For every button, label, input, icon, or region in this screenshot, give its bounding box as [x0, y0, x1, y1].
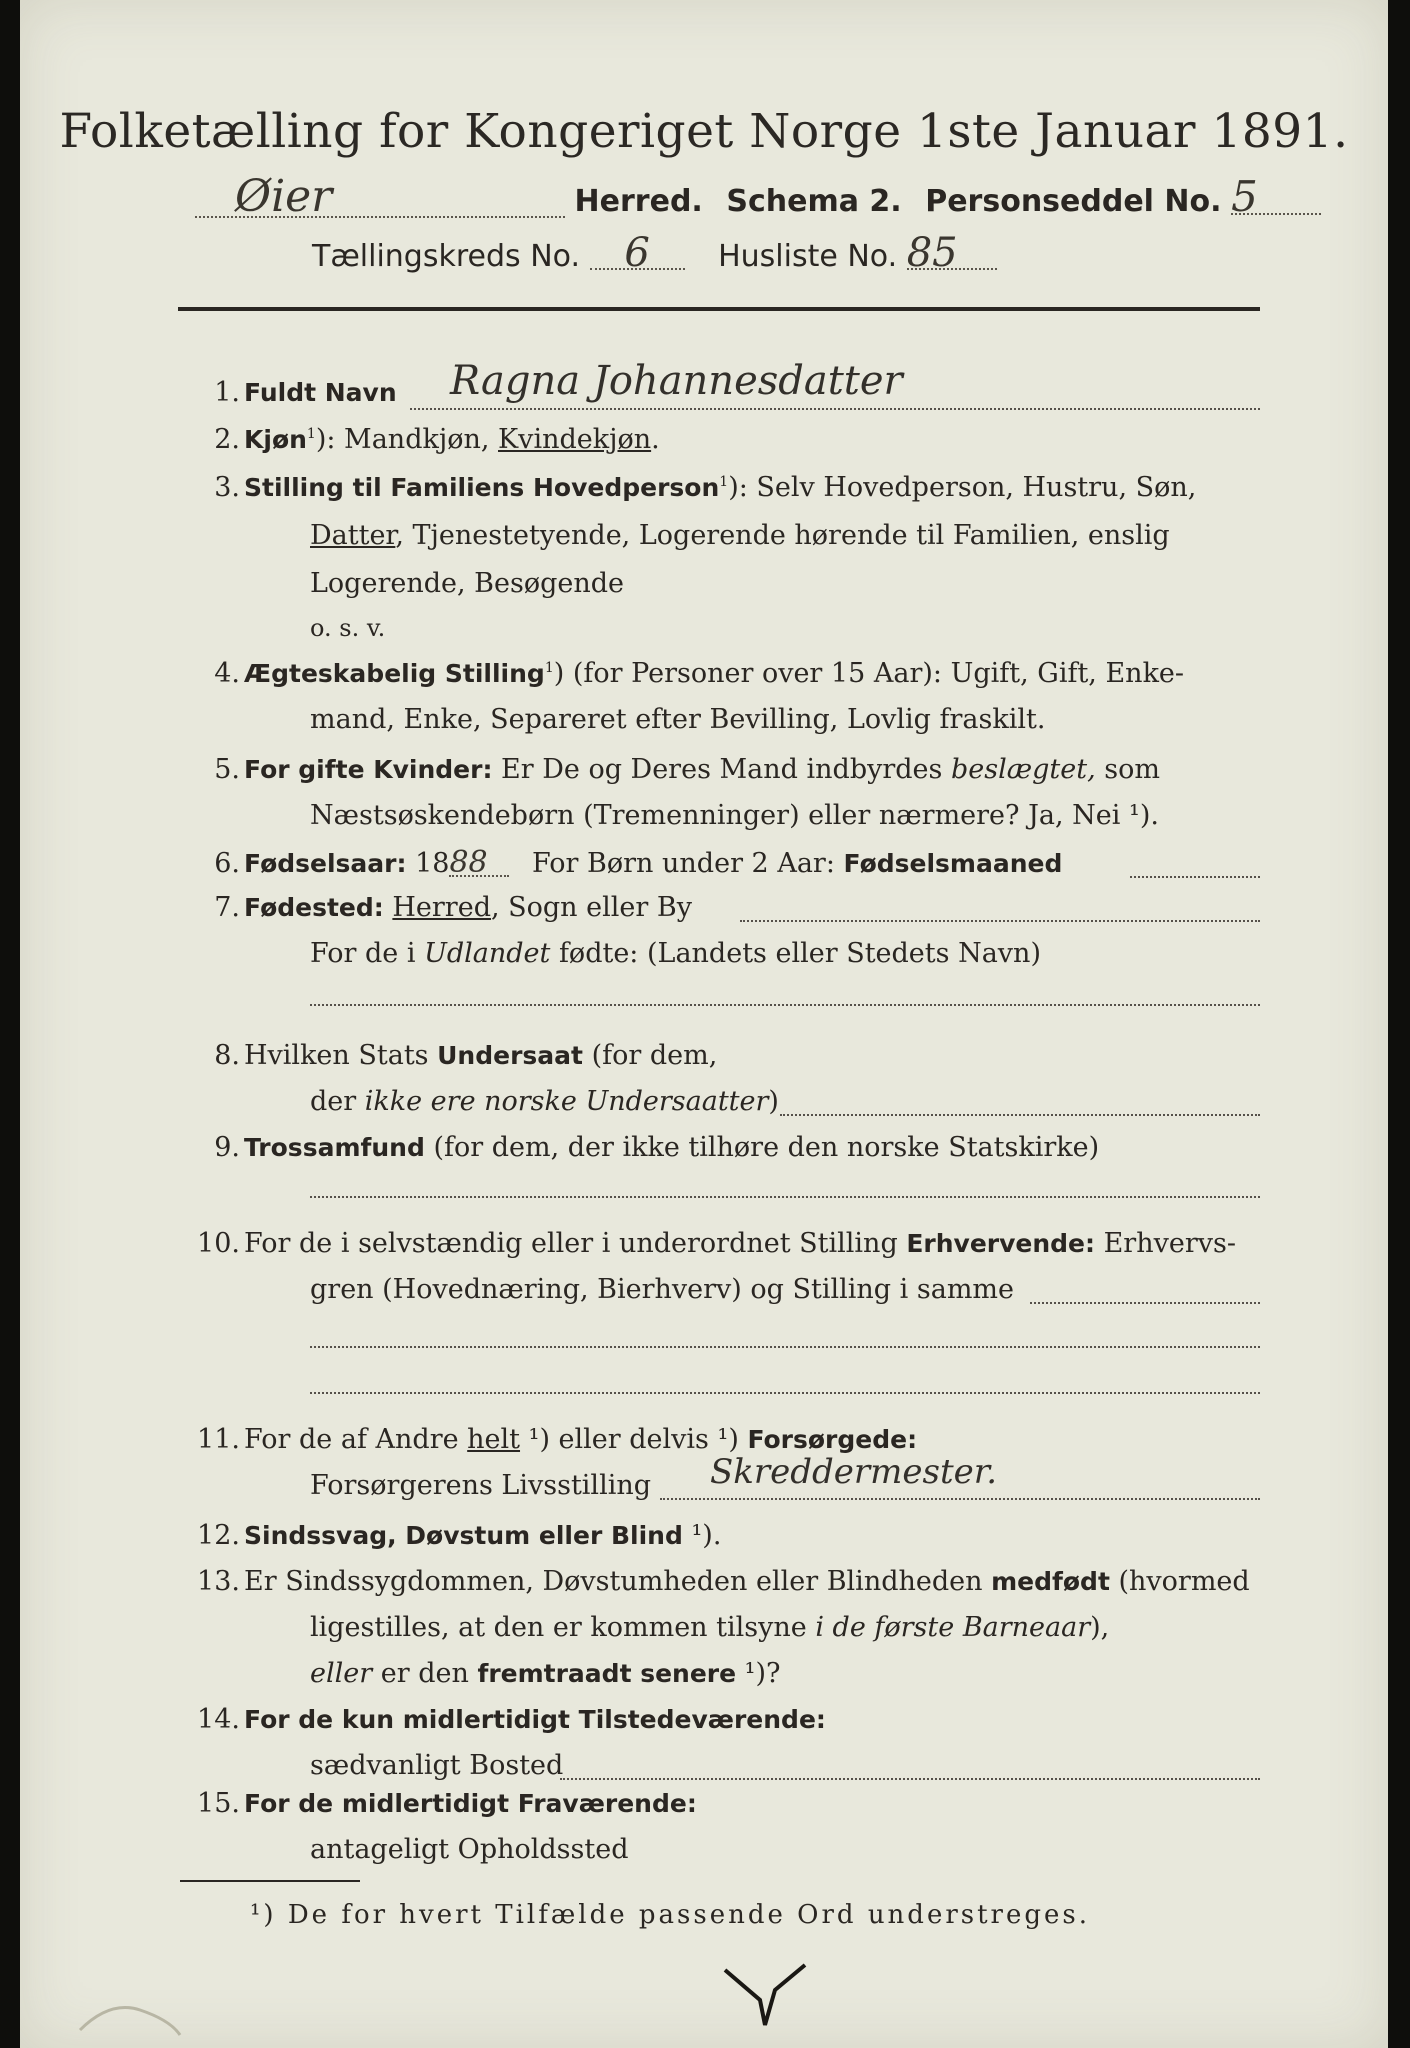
herred-line — [195, 171, 1321, 222]
herred-value: Øier — [195, 178, 565, 218]
birthplace-options: , Sogn eller By — [490, 892, 692, 923]
temporary-present-row-2: sædvanligt Bosted — [310, 1750, 564, 1781]
sex-label: Kjøn — [244, 425, 307, 454]
supported-row-2: Forsørgerens Livsstilling — [310, 1470, 652, 1501]
item-number: 9. — [214, 1132, 240, 1163]
abroad-text-a: For de i — [310, 938, 425, 969]
herred-label: Herred. — [574, 184, 703, 219]
full-name-row — [244, 377, 397, 408]
birth-month-dotline — [1130, 876, 1260, 878]
married-women-text-a: Er De og Deres Mand indbyrdes — [501, 754, 951, 785]
footnote-mark: 1 — [719, 474, 729, 490]
birth-year-value: 88 — [449, 851, 509, 877]
sex-selected: Kvindekjøn — [498, 424, 652, 455]
temporary-absent-label: For de midlertidigt Fraværende: — [244, 1789, 697, 1818]
footnote-rule — [180, 1880, 360, 1882]
congenital-text-f: eller — [310, 1658, 373, 1689]
occupation-row-2: gren (Hovednæring, Bierhverv) og Stilling i samme — [310, 1274, 1015, 1305]
religion-label: Trossamfund — [244, 1133, 425, 1162]
citizenship-row-2 — [310, 1086, 779, 1117]
marital-row-1 — [244, 658, 1184, 689]
congenital-text-c: (hvormed — [1109, 1566, 1250, 1597]
birthplace-row-1 — [244, 892, 692, 923]
sex-options: ): Mandkjøn, — [315, 424, 499, 455]
footnote-mark: 1 — [544, 660, 554, 676]
item-number: 6. — [214, 848, 240, 879]
marital-label: Ægteskabelig Stilling — [244, 659, 545, 688]
husliste-value: 85 — [907, 238, 997, 270]
citizenship-dotline — [780, 1114, 1260, 1116]
personseddel-value: 5 — [1231, 181, 1321, 215]
kreds-label: Tællingskreds No. — [312, 239, 580, 274]
supported-label: Forsørgede: — [747, 1425, 918, 1454]
disability-row — [244, 1520, 721, 1551]
congenital-text-a: Er Sindssygdommen, Døvstumheden eller Blindheden — [244, 1566, 992, 1597]
item-number: 10. — [197, 1228, 240, 1259]
item-number: 7. — [214, 892, 240, 923]
supported-row-1 — [244, 1424, 917, 1455]
abroad-text-b: fødte: (Landets eller Stedets Navn) — [550, 938, 1041, 969]
congenital-label: medfødt — [991, 1567, 1110, 1596]
occupation-dotline-2 — [310, 1346, 1260, 1348]
position-label: Stilling til Familiens Hovedperson — [244, 473, 720, 502]
form-title: Folketælling for Kongeriget Norge 1ste Januar 1891. — [59, 104, 1349, 159]
item-number: 2. — [214, 424, 240, 455]
religion-text: (for dem, der ikke tilhøre den norske Statskirke) — [424, 1132, 1100, 1163]
item-number: 8. — [214, 1040, 240, 1071]
full-name-label: Fuldt Navn — [244, 378, 397, 407]
congenital-label-2: fremtraadt senere — [477, 1659, 737, 1688]
birth-year-label: Fødselsaar: — [244, 849, 407, 878]
item-number: 1. — [214, 377, 240, 408]
married-women-text-i: beslægtet, — [950, 754, 1096, 785]
birth-year-prefix: 18 — [415, 848, 450, 879]
married-women-text-b: som — [1095, 754, 1160, 785]
item-number: 5. — [214, 754, 240, 785]
kreds-line — [312, 230, 997, 276]
birthplace-selected: Herred — [392, 892, 491, 923]
item-number: 11. — [197, 1424, 240, 1455]
birthplace-dotline — [740, 920, 1260, 922]
item-number: 3. — [214, 472, 240, 503]
paper-stain-mark — [70, 1950, 190, 2040]
religion-row — [244, 1132, 1099, 1163]
husliste-label: Husliste No. — [718, 239, 898, 274]
kreds-value: 6 — [590, 238, 685, 270]
citizenship-text-d: der — [310, 1086, 365, 1117]
position-options-1: ): Selv Hovedperson, Hustru, Søn, — [728, 472, 1197, 503]
footnote-mark: 1 — [306, 426, 316, 442]
married-women-row-1 — [244, 754, 1160, 785]
religion-dotline — [310, 1196, 1260, 1198]
citizenship-text-e: ) — [768, 1086, 779, 1117]
sex-end: . — [651, 424, 660, 455]
citizenship-label: Undersaat — [437, 1041, 583, 1070]
temporary-present-row-1 — [244, 1704, 826, 1735]
footnote-text: ¹) De for hvert Tilfælde passende Ord understreges. — [250, 1900, 1091, 1930]
birth-year-row — [244, 845, 1063, 880]
marital-options-1: ) (for Personer over 15 Aar): Ugift, Gift, Enke- — [553, 658, 1185, 689]
occupation-text-c: Erhvervs- — [1095, 1228, 1236, 1259]
congenital-text-h: ¹)? — [736, 1658, 781, 1689]
congenital-row-2 — [310, 1612, 1109, 1643]
full-name-dotline — [410, 408, 1260, 410]
marital-row-2: mand, Enke, Separeret efter Bevilling, Lovlig fraskilt. — [310, 704, 1046, 735]
sex-row — [244, 424, 660, 455]
disability-label: Sindssvag, Døvstum eller Blind — [244, 1521, 683, 1550]
position-row-4: o. s. v. — [310, 614, 386, 642]
supported-text-b: ¹) eller delvis ¹) — [520, 1424, 748, 1455]
disability-end: ¹). — [691, 1520, 722, 1551]
congenital-row-3 — [310, 1658, 781, 1689]
citizenship-row-1 — [244, 1040, 717, 1071]
occupation-dotline-1 — [1030, 1302, 1260, 1304]
congenital-text-e: ), — [1090, 1612, 1110, 1643]
occupation-row-1 — [244, 1228, 1236, 1259]
congenital-text-g: er den — [372, 1658, 478, 1689]
citizenship-text-a: Hvilken Stats — [244, 1040, 438, 1071]
header-rule — [178, 307, 1260, 311]
position-selected: Datter — [310, 520, 396, 551]
married-women-label: For gifte Kvinder: — [244, 755, 493, 784]
married-women-row-2: Næstsøskendebørn (Tremenninger) eller nærmere? Ja, Nei ¹). — [310, 800, 1159, 831]
census-form-page — [20, 0, 1388, 2048]
torn-paper-mark — [720, 1960, 810, 2030]
provider-occupation-value: Skreddermester. — [710, 1452, 998, 1492]
citizenship-text-i: ikke ere norske Undersaatter — [364, 1086, 769, 1117]
item-number: 4. — [214, 658, 240, 689]
position-row-2 — [310, 520, 1170, 551]
birth-month-text: For Børn under 2 Aar: — [532, 848, 844, 879]
provider-dotline — [660, 1498, 1260, 1500]
occupation-dotline-3 — [310, 1392, 1260, 1394]
occupation-text-a: For de i selvstændig eller i underordnet Stilling — [244, 1228, 907, 1259]
abroad-text-i: Udlandet — [424, 938, 551, 969]
temporary-present-label: For de kun midlertidigt Tilstedeværende: — [244, 1705, 826, 1734]
birth-month-label: Fødselsmaaned — [843, 849, 1063, 878]
temporary-absent-row-1 — [244, 1788, 697, 1819]
abroad-dotline — [310, 1004, 1260, 1006]
personseddel-label: Personseddel No. — [925, 184, 1222, 219]
birthplace-row-2 — [310, 938, 1041, 969]
schema-label: Schema 2. — [726, 184, 902, 219]
item-number: 12. — [197, 1520, 240, 1551]
congenital-text-i: i de første Barneaar — [815, 1612, 1091, 1643]
item-number: 13. — [197, 1566, 240, 1597]
birthplace-label: Fødested: — [244, 893, 384, 922]
congenital-text-d: ligestilles, at den er kommen tilsyne — [310, 1612, 816, 1643]
item-number: 14. — [197, 1704, 240, 1735]
item-number: 15. — [197, 1788, 240, 1819]
congenital-row-1 — [244, 1566, 1250, 1597]
citizenship-text-c: (for dem, — [582, 1040, 718, 1071]
position-options-2: , Tjenestetyende, Logerende hørende til Familien, enslig — [395, 520, 1170, 551]
supported-selected: helt — [467, 1424, 521, 1455]
position-row-3: Logerende, Besøgende — [310, 568, 624, 599]
occupation-label: Erhvervende: — [906, 1229, 1096, 1258]
supported-text-a: For de af Andre — [244, 1424, 468, 1455]
temporary-absent-row-2: antageligt Opholdssted — [310, 1834, 629, 1865]
full-name-value: Ragna Johannesdatter — [450, 358, 903, 404]
usual-residence-dotline — [560, 1778, 1260, 1780]
position-row-1 — [244, 472, 1196, 503]
